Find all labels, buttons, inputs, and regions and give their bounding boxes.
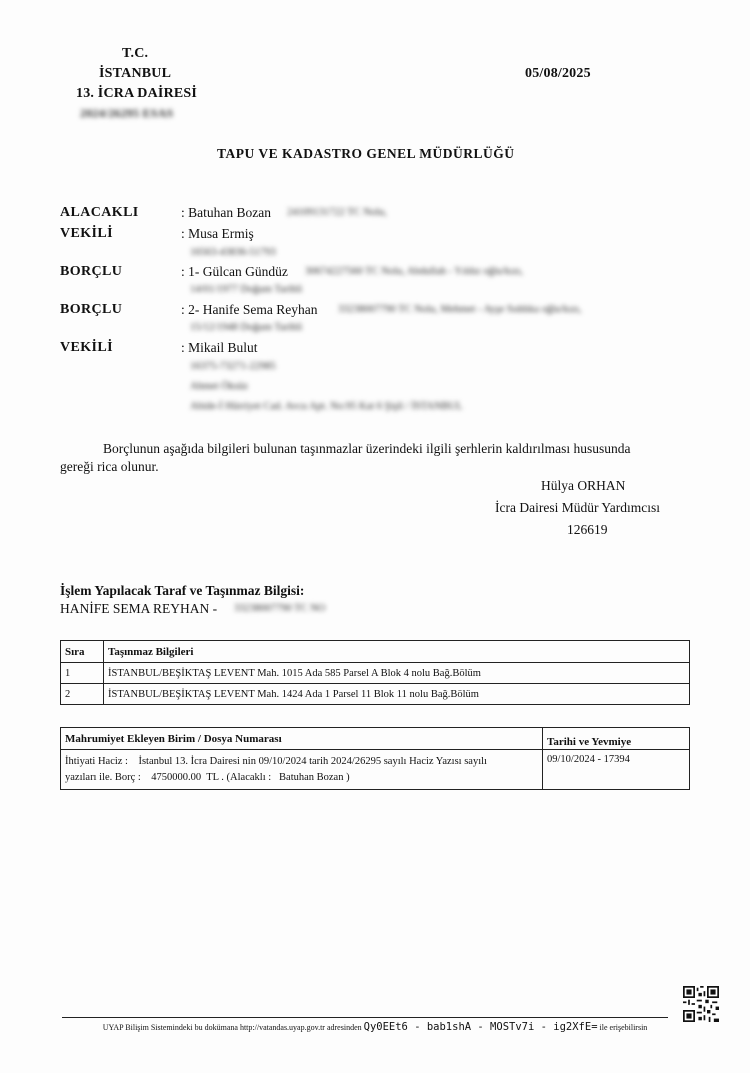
vekil1-name: : Musa Ermiş bbox=[181, 226, 254, 241]
vekil1-detail: 16563-43836-51793 bbox=[190, 247, 276, 258]
footer-verification bbox=[0, 1021, 750, 1033]
qr-code-icon bbox=[683, 986, 719, 1022]
restriction-table-header bbox=[61, 728, 690, 750]
transaction-heading: İşlem Yapılacak Taraf ve Taşınmaz Bilgisi: bbox=[60, 583, 305, 598]
row-number: 2 bbox=[61, 684, 104, 705]
table-row bbox=[61, 663, 690, 684]
borclu2-detail: 33238007790 TC Nolu, Mehmet - Ayşe Sıddıka oğlu/kızı, bbox=[338, 304, 582, 315]
property-table bbox=[60, 640, 690, 705]
header-mahrumiyet: Mahrumiyet Ekleyen Birim / Dosya Numarası bbox=[61, 728, 543, 750]
borclu1-label: BORÇLU bbox=[60, 264, 123, 279]
restriction-line-2: yazıları ile. Borç : 4750000.00 TL . (Alacaklı : Batuhan Bozan ) bbox=[65, 772, 350, 783]
city-heading: İSTANBUL bbox=[99, 66, 172, 81]
table-row bbox=[61, 750, 690, 790]
signer-number: 126619 bbox=[567, 522, 608, 537]
recipient-title: TAPU VE KADASTRO GENEL MÜDÜRLÜĞÜ bbox=[217, 146, 515, 161]
vekil2-detail: 16375-73271-22985 bbox=[190, 361, 276, 372]
borclu1-birth: 14/01/1977 Doğum Tarihli bbox=[190, 284, 303, 295]
restriction-date: 09/10/2024 - 17394 bbox=[543, 750, 690, 790]
alacakli-name: : Batuhan Bozan bbox=[181, 205, 271, 220]
header-tarih: Tarihi ve Yevmiye bbox=[543, 728, 690, 750]
vekil2-detail2: Ahmet Öksüz bbox=[190, 381, 249, 392]
row-number: 1 bbox=[61, 663, 104, 684]
body-line-2: gereği rica olunur. bbox=[60, 459, 159, 474]
restriction-table bbox=[60, 727, 690, 790]
vekil2-name: : Mikail Bulut bbox=[181, 340, 258, 355]
borclu2-name: : 2- Hanife Sema Reyhan bbox=[181, 302, 318, 317]
header-tasinmaz: Taşınmaz Bilgileri bbox=[104, 641, 690, 663]
borclu1-detail: 30674227560 TC Nolu, Abdullah - Yıldız oğlu/kızı, bbox=[305, 266, 524, 277]
transaction-party: HANİFE SEMA REYHAN - bbox=[60, 601, 218, 616]
footer-suffix: ile erişebilirsin bbox=[599, 1023, 648, 1032]
tc-heading: T.C. bbox=[122, 46, 149, 61]
borclu2-label: BORÇLU bbox=[60, 302, 123, 317]
signer-name: Hülya ORHAN bbox=[541, 478, 626, 493]
footer-code: Qy0EEt6 - bab1shA - MOSTv7i - ig2XfE= bbox=[363, 1021, 598, 1033]
body-line-1: Borçlunun aşağıda bilgileri bulunan taşınmazlar üzerindeki ilgili şerhlerin kaldırılması hususunda bbox=[103, 441, 631, 456]
case-number: 2024/26295 ESAS bbox=[80, 106, 174, 120]
document-date: 05/08/2025 bbox=[525, 66, 591, 81]
borclu2-birth: 15/12/1948 Doğum Tarihli bbox=[190, 322, 303, 333]
row-property-info: İSTANBUL/BEŞİKTAŞ LEVENT Mah. 1424 Ada 1 Parsel 11 Blok 11 nolu Bağ.Bölüm bbox=[104, 684, 690, 705]
footer-prefix: UYAP Bilişim Sistemindeki bu dokümana http://vatandas.uyap.gov.tr adresinden bbox=[102, 1023, 362, 1032]
header-sira: Sıra bbox=[61, 641, 104, 663]
alacakli-detail: 24109131722 TC Nolu, bbox=[287, 207, 387, 218]
vekil2-label: VEKİLİ bbox=[60, 340, 113, 355]
table-row bbox=[61, 684, 690, 705]
transaction-party-id: 33238007790 TC NO bbox=[234, 603, 326, 614]
signer-title: İcra Dairesi Müdür Yardımcısı bbox=[495, 500, 660, 515]
vekil1-label: VEKİLİ bbox=[60, 226, 113, 241]
restriction-detail bbox=[61, 750, 543, 790]
borclu1-name: : 1- Gülcan Gündüz bbox=[181, 264, 288, 279]
office-heading: 13. İCRA DAİRESİ bbox=[76, 86, 198, 101]
row-property-info: İSTANBUL/BEŞİKTAŞ LEVENT Mah. 1015 Ada 585 Parsel A Blok 4 nolu Bağ.Bölüm bbox=[104, 663, 690, 684]
property-table-header bbox=[61, 641, 690, 663]
footer-divider bbox=[62, 1017, 668, 1018]
restriction-line-1: İhtiyati Haciz : İstanbul 13. İcra Dairesi nin 09/10/2024 tarih 2024/26295 sayılı Haciz Yazısı sayılı bbox=[65, 756, 487, 767]
alacakli-label: ALACAKLI bbox=[60, 205, 139, 220]
vekil2-address: Abide-İ Hürriyet Cad. Avcu Apt. No:95 Kat 6 Şişli / İSTANBUL bbox=[190, 401, 463, 412]
